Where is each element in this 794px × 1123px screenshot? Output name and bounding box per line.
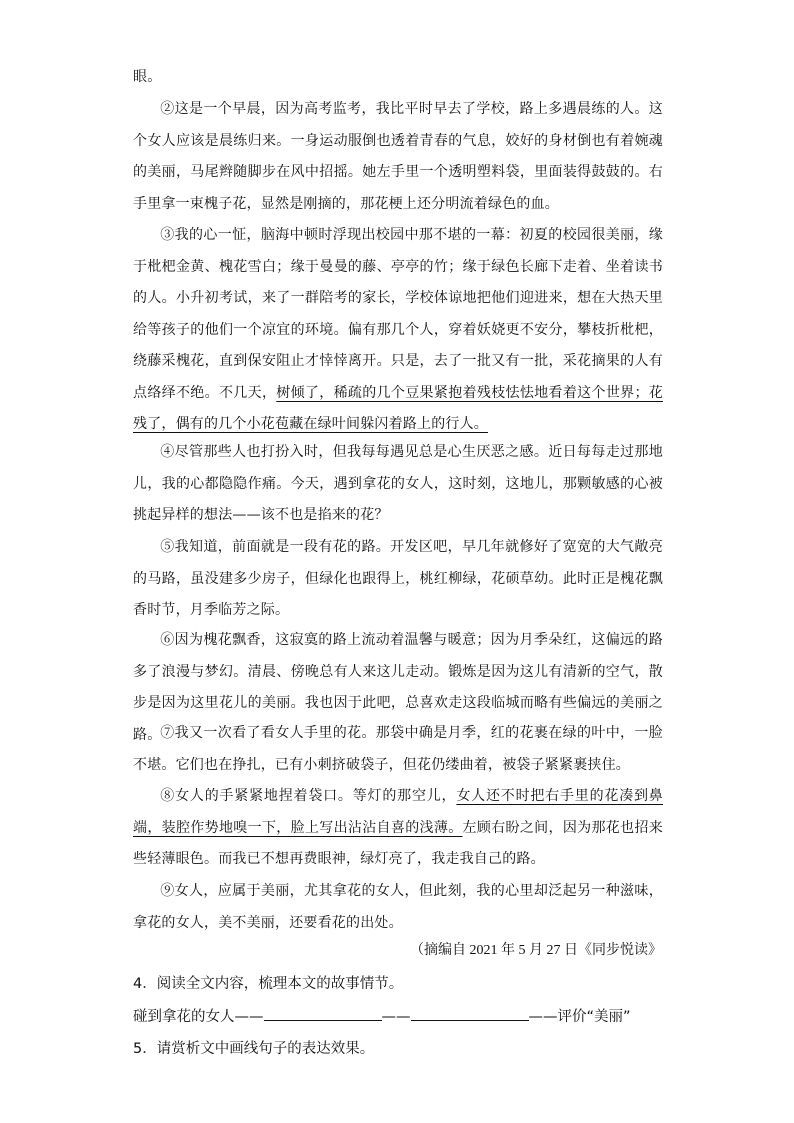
source-citation: （摘编自 2021 年 5 月 27 日《同步悦读》 — [410, 943, 662, 958]
paragraph-2: ②这是一个早晨，因为高考监考，我比平时早去了学校，路上多遇晨练的人。这个女人应该是晨练归来。一身运动服倒也透着青春的气息，姣好的身材倒也有着婉魂的美丽，马尾辫随脚步在风中招摇。她左手里一个透明塑料袋，里面装得鼓鼓的。右手里拿一束槐子花，显然是刚摘的，那花梗上还分明流着绿色的血。 — [133, 101, 663, 212]
paragraph-3-text: ③我的心一怔，脑海中顿时浮现出校园中那不堪的一幕：初夏的校园很美丽，缘于枇杷金黄、槐花雪白；缘于曼曼的藤、亭亭的竹；缘于绿色长廊下走着、坐着读书的人。小升初考试，来了一群陪考的家长，学校体谅地把他们迎进来，想在大热天里给等孩子的他们一个凉宜的环境。偏有那几个人，穿着妖娆更不安分，攀枝折枇杷，绕藤采槐花，直到保安阻止才悻悻离开。只是，去了一批又有一批，采花摘果的人有点络绎不绝。不几天， — [133, 227, 663, 401]
plot-start: 碰到拿花的女人—— — [133, 1009, 264, 1025]
plot-dash-2: —— — [528, 1009, 558, 1025]
underlined-sentence-1: 树倾了，稀疏的几个豆果紧抱着残枝怯怯地看着这个世界；花残了，偶有的几个小花苞藏在绿叶间躲闪着路上的行人。 — [133, 384, 663, 432]
paragraph-9: ⑨女人，应属于美丽，尤其拿花的女人，但此刻，我的心里却泛起另一种滋味，拿花的女人，美不美丽，还要看花的出处。 — [133, 883, 663, 931]
paragraph-3 — [133, 220, 663, 441]
plot-end: 评价“美丽” — [557, 1009, 631, 1025]
paragraph-4: ④尽管那些人也打扮入时，但我每每遇见总是心生厌恶之感。近日每每走过那地儿，我的心都隐隐作痛。今天，遇到拿花的女人，这时刻，这地儿，那颗敏感的心被挑起异样的想法——该不也是掐来的花？ — [133, 444, 663, 523]
paragraph-8-text-start: ⑧女人的手紧紧地捏着袋口。等灯的那空儿， — [160, 788, 457, 804]
answer-blank-1[interactable] — [264, 1006, 382, 1021]
question-5-title: 5．请赏析文中画线句子的表达效果。 — [133, 1041, 375, 1057]
answer-blank-2[interactable] — [411, 1006, 529, 1021]
paragraph-5: ⑤我知道，前面就是一段有花的路。开发区吧，早几年就修好了宽宽的大气敞亮的马路，虽没建多少房子，但绿化也跟得上，桃红柳绿，花硕草幼。此时正是槐花飘香时节，月季临芳之际。 — [133, 539, 663, 618]
question-4-title: 4．阅读全文内容，梳理本文的故事情节。 — [133, 976, 404, 992]
paragraph-6: ⑥因为槐花飘香，这寂寞的路上流动着温馨与暖意；因为月季朵红，这偏远的路多了浪漫与梦幻。清晨、傍晚总有人来这儿走动。锻炼是因为这儿有清新的空气，散步是因为这里花儿的美丽。我也因于此吧，总喜欢走这段临城而略有些偏远的美丽之路。 — [133, 632, 663, 743]
paragraph-7: ⑦我又一次看了看女人手里的花。那袋中确是月季，红的花裹在绿的叶中，一脸不堪。它们也在挣扎，已有小刺挤破袋子，但花仍缕曲着，被袋子紧紧裹挟住。 — [133, 725, 663, 773]
paragraph-1-end: 眼。 — [133, 69, 162, 85]
question-4-plot-line — [133, 1005, 631, 1026]
paragraph-8-text-end: 左顾右盼之间，因为那花也招来些轻薄眼色。而我已不想再费眼神，绿灯亮了，我走我自己的路。 — [133, 819, 663, 867]
plot-dash-1: —— — [381, 1009, 411, 1025]
underlined-sentence-2: 女人还不时把右手里的花凑到鼻端，装腔作势地嗅一下，脸上写出沾沾自喜的浅薄。 — [133, 788, 663, 836]
paragraph-8 — [133, 781, 663, 876]
